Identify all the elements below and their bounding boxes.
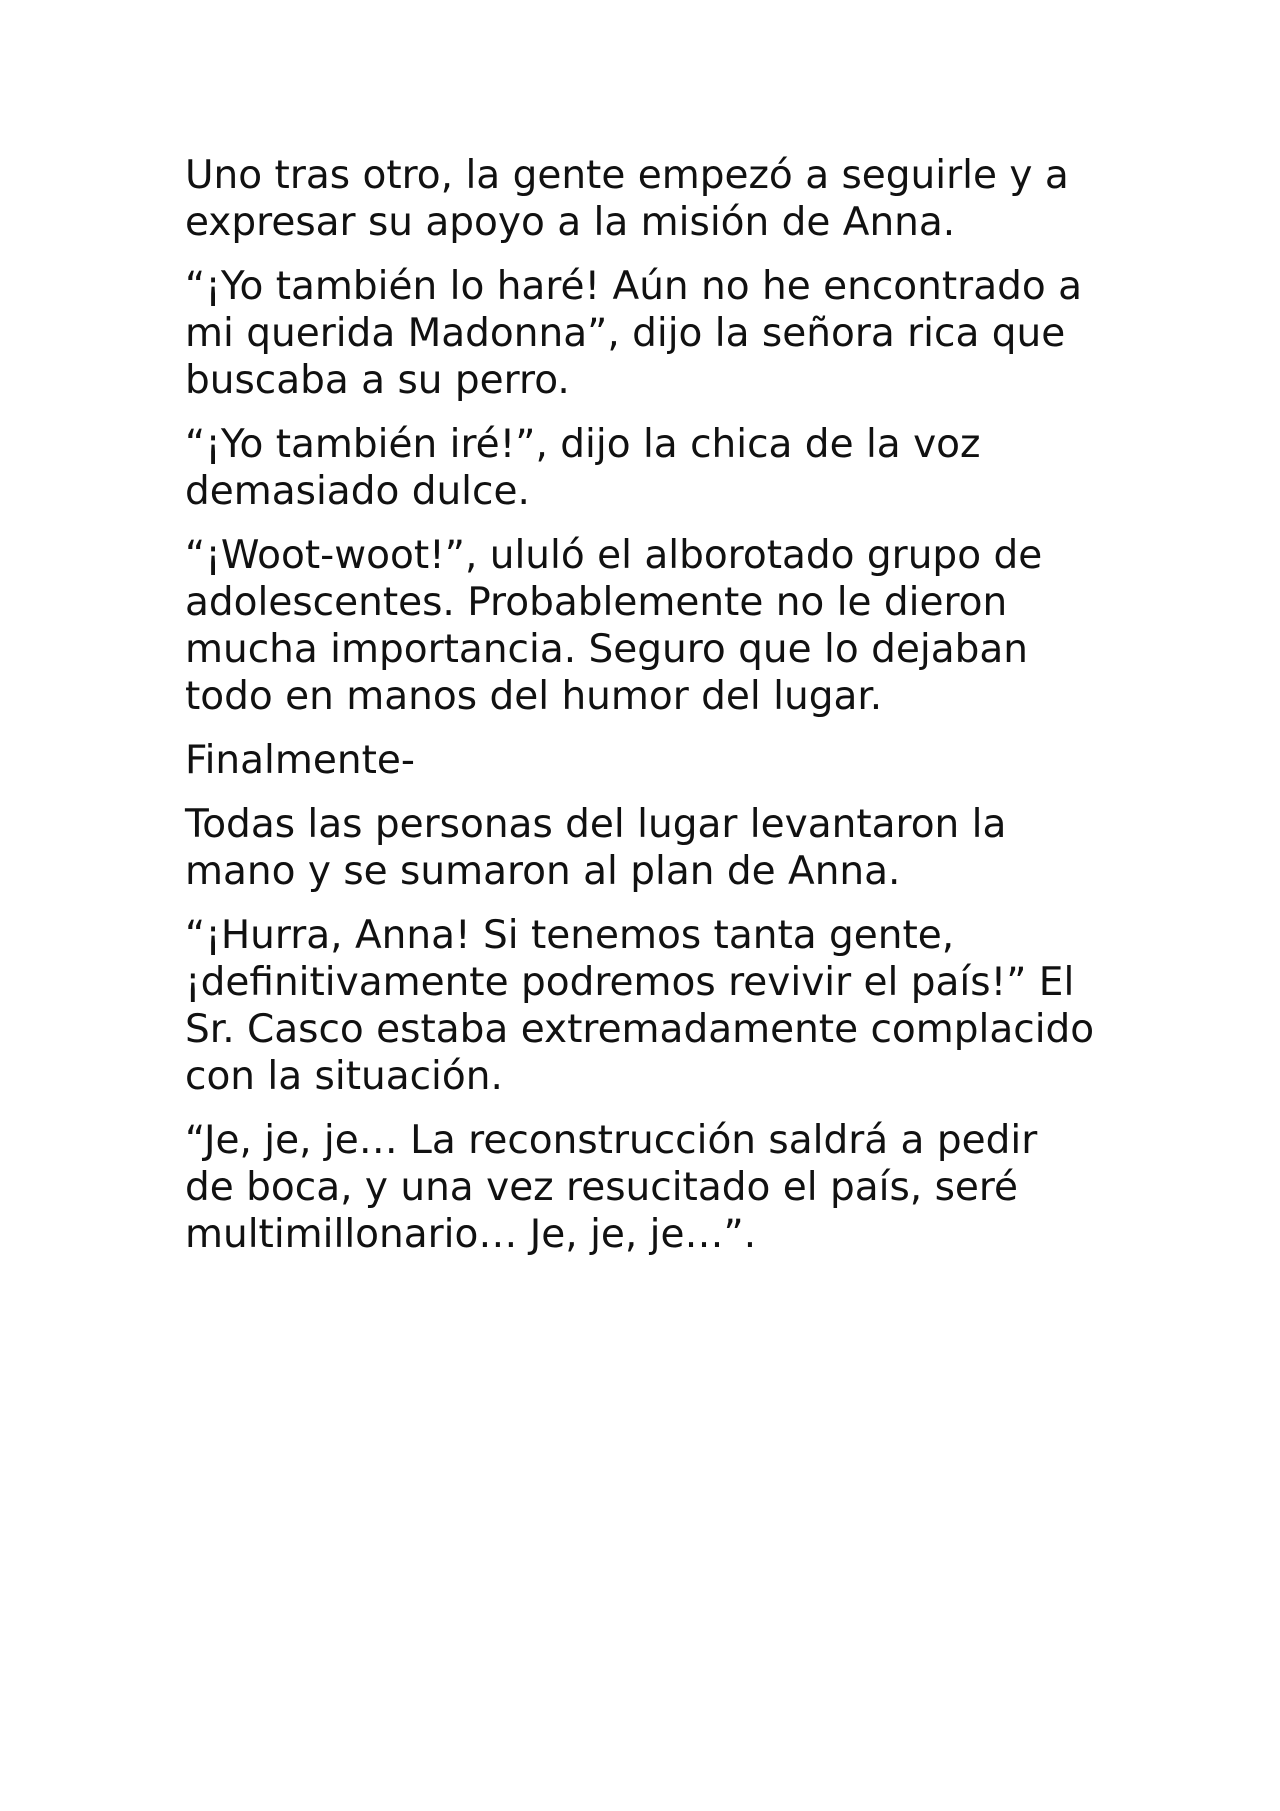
paragraph-4 [185, 532, 1125, 720]
text-line: con la situación. [185, 1054, 503, 1099]
text-line: multimillonario… Je, je, je…”. [185, 1212, 757, 1257]
text-line: todo en manos del humor del lugar. [185, 674, 883, 719]
text-line: ¡definitivamente podremos revivir el país!” El [185, 960, 1075, 1005]
text-line: “¡Yo también iré!”, dijo la chica de la voz [185, 422, 981, 467]
body-text [185, 152, 1125, 1275]
text-line: de boca, y una vez resucitado el país, seré [185, 1165, 1019, 1210]
text-line: Todas las personas del lugar levantaron la [185, 802, 1007, 847]
text-line: demasiado dulce. [185, 469, 530, 514]
text-line: buscaba a su perro. [185, 358, 570, 403]
paragraph-5 [185, 737, 1125, 784]
paragraph-1 [185, 152, 1125, 246]
text-line: Sr. Casco estaba extremadamente complacido [185, 1007, 1095, 1052]
text-line: “¡Yo también lo haré! Aún no he encontrado a [185, 264, 1082, 309]
paragraph-3 [185, 421, 1125, 515]
text-line: Finalmente- [185, 738, 415, 783]
text-line: mucha importancia. Seguro que lo dejaban [185, 627, 1028, 672]
text-line: “Je, je, je… La reconstrucción saldrá a pedir [185, 1118, 1038, 1163]
paragraph-8 [185, 1117, 1125, 1258]
paragraph-2 [185, 263, 1125, 404]
text-line: “¡Woot-woot!”, ululó el alborotado grupo de [185, 533, 1043, 578]
paragraph-6 [185, 801, 1125, 895]
text-line: mi querida Madonna”, dijo la señora rica que [185, 311, 1066, 356]
text-line: mano y se sumaron al plan de Anna. [185, 849, 901, 894]
text-line: expresar su apoyo a la misión de Anna. [185, 200, 956, 245]
text-line: Uno tras otro, la gente empezó a seguirle y a [185, 153, 1069, 198]
text-line: adolescentes. Probablemente no le dieron [185, 580, 1008, 625]
paragraph-7 [185, 912, 1125, 1100]
text-line: “¡Hurra, Anna! Si tenemos tanta gente, [185, 913, 955, 958]
